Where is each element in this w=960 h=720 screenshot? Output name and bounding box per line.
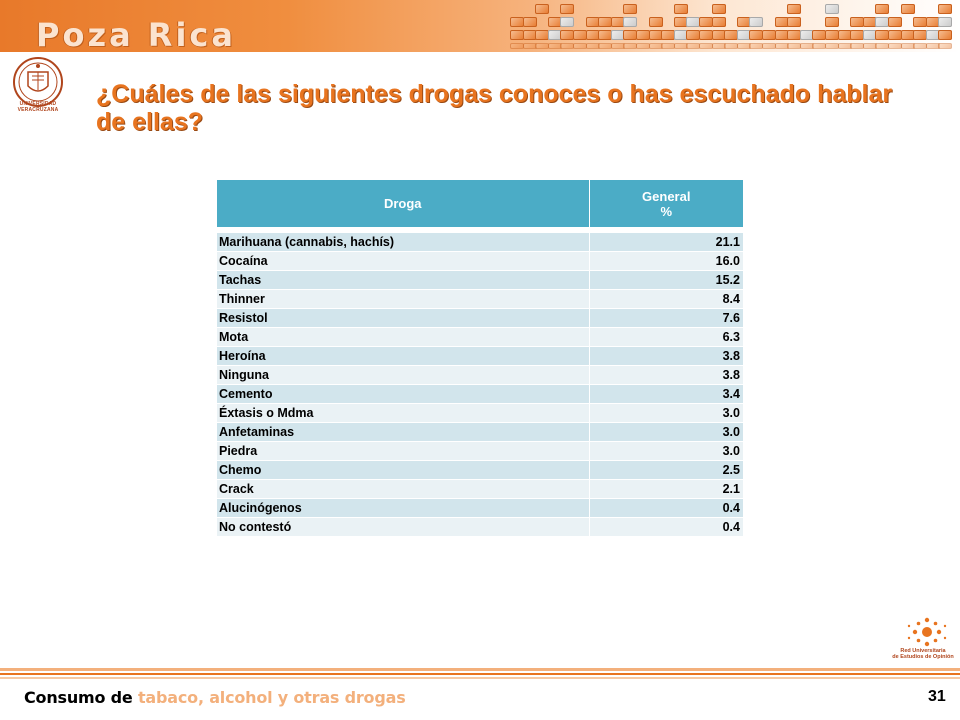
footer-lead: Consumo de	[24, 688, 133, 707]
table-row	[217, 480, 743, 499]
cell-droga: Chemo	[217, 461, 589, 480]
decor-tile	[938, 4, 952, 14]
cell-general: 0.4	[589, 499, 743, 518]
cell-general: 3.8	[589, 347, 743, 366]
table-row	[217, 290, 743, 309]
cell-droga: Crack	[217, 480, 589, 499]
footer-divider	[0, 668, 960, 682]
cell-droga: Heroína	[217, 347, 589, 366]
decor-tile	[787, 4, 801, 14]
decor-tile	[510, 30, 524, 40]
page-number: 31	[928, 688, 946, 705]
decor-tile	[938, 17, 952, 27]
header-general	[589, 180, 743, 230]
decor-tile	[674, 4, 688, 14]
decor-tile	[938, 43, 952, 49]
table-row	[217, 442, 743, 461]
decor-tile	[762, 43, 776, 49]
network-caption-line1: Red Universitaria	[900, 648, 946, 654]
cell-general: 6.3	[589, 328, 743, 347]
footer-topic: tabaco, alcohol y otras drogas	[137, 688, 406, 707]
cell-droga: Anfetaminas	[217, 423, 589, 442]
decor-tile	[888, 30, 902, 40]
cell-droga: Mota	[217, 328, 589, 347]
cell-droga: Piedra	[217, 442, 589, 461]
cell-general: 3.0	[589, 404, 743, 423]
decor-tile	[535, 4, 549, 14]
decor-tile	[888, 43, 902, 49]
cell-droga: Ninguna	[217, 366, 589, 385]
footer-caption	[24, 688, 406, 707]
slide-title: ¿Cuáles de las siguientes drogas conoces o has escuchado hablar de ellas?	[96, 80, 893, 136]
decor-tile	[636, 43, 650, 49]
header-droga: Droga	[217, 180, 589, 230]
decor-tile	[825, 4, 839, 14]
table-row	[217, 347, 743, 366]
cell-general: 3.4	[589, 385, 743, 404]
cell-general: 7.6	[589, 309, 743, 328]
decor-tile	[825, 17, 839, 27]
decor-tile	[623, 17, 637, 27]
header-general-label: General	[642, 188, 691, 204]
cell-general: 3.8	[589, 366, 743, 385]
table-row	[217, 252, 743, 271]
network-logo-icon	[896, 616, 958, 668]
decor-tile	[699, 43, 713, 49]
decor-tile	[623, 4, 637, 14]
decor-tile	[699, 17, 713, 27]
decor-tile	[510, 17, 524, 27]
cell-general: 16.0	[589, 252, 743, 271]
cell-droga: Tachas	[217, 271, 589, 290]
cell-general: 15.2	[589, 271, 743, 290]
cell-general: 8.4	[589, 290, 743, 309]
table-row	[217, 366, 743, 385]
table-row	[217, 499, 743, 518]
decor-tile	[762, 30, 776, 40]
table-row	[217, 230, 743, 252]
table-row	[217, 271, 743, 290]
decor-tile	[649, 17, 663, 27]
cell-general: 0.4	[589, 518, 743, 537]
table-row	[217, 328, 743, 347]
decor-tile	[712, 17, 726, 27]
table-row	[217, 461, 743, 480]
cell-general: 2.5	[589, 461, 743, 480]
cell-general: 21.1	[589, 230, 743, 252]
table-row	[217, 423, 743, 442]
decor-tile	[560, 17, 574, 27]
header-general-unit: %	[660, 203, 673, 219]
cell-droga: Resistol	[217, 309, 589, 328]
decorative-tiles	[510, 4, 956, 76]
decor-tile	[938, 30, 952, 40]
decor-tile	[875, 4, 889, 14]
decor-tile	[699, 30, 713, 40]
cell-droga: No contestó	[217, 518, 589, 537]
cell-general: 3.0	[589, 423, 743, 442]
cell-droga: Alucinógenos	[217, 499, 589, 518]
decor-tile	[888, 17, 902, 27]
decor-tile	[510, 43, 524, 49]
cell-droga: Thinner	[217, 290, 589, 309]
decor-tile	[787, 17, 801, 27]
network-caption	[886, 648, 960, 660]
decor-tile	[560, 4, 574, 14]
network-caption-line2: de Estudios de Opinión	[892, 654, 954, 660]
decor-tile	[901, 4, 915, 14]
table-header-row	[217, 180, 743, 230]
seal-caption: UNIVERSIDAD VERACRUZANA	[17, 101, 59, 113]
table-row	[217, 385, 743, 404]
decor-tile	[712, 4, 726, 14]
cell-droga: Éxtasis o Mdma	[217, 404, 589, 423]
table-row	[217, 309, 743, 328]
cell-droga: Cocaína	[217, 252, 589, 271]
decor-tile	[573, 43, 587, 49]
cell-general: 3.0	[589, 442, 743, 461]
table-row	[217, 518, 743, 537]
decor-tile	[825, 43, 839, 49]
decor-tile	[573, 30, 587, 40]
decor-tile	[749, 17, 763, 27]
cell-droga: Cemento	[217, 385, 589, 404]
decor-tile	[636, 30, 650, 40]
drug-awareness-table	[217, 180, 743, 536]
decor-tile	[523, 17, 537, 27]
brand-title: Poza Rica	[36, 16, 236, 54]
cell-droga: Marihuana (cannabis, hachís)	[217, 230, 589, 252]
cell-general: 2.1	[589, 480, 743, 499]
table-row	[217, 404, 743, 423]
decor-tile	[825, 30, 839, 40]
